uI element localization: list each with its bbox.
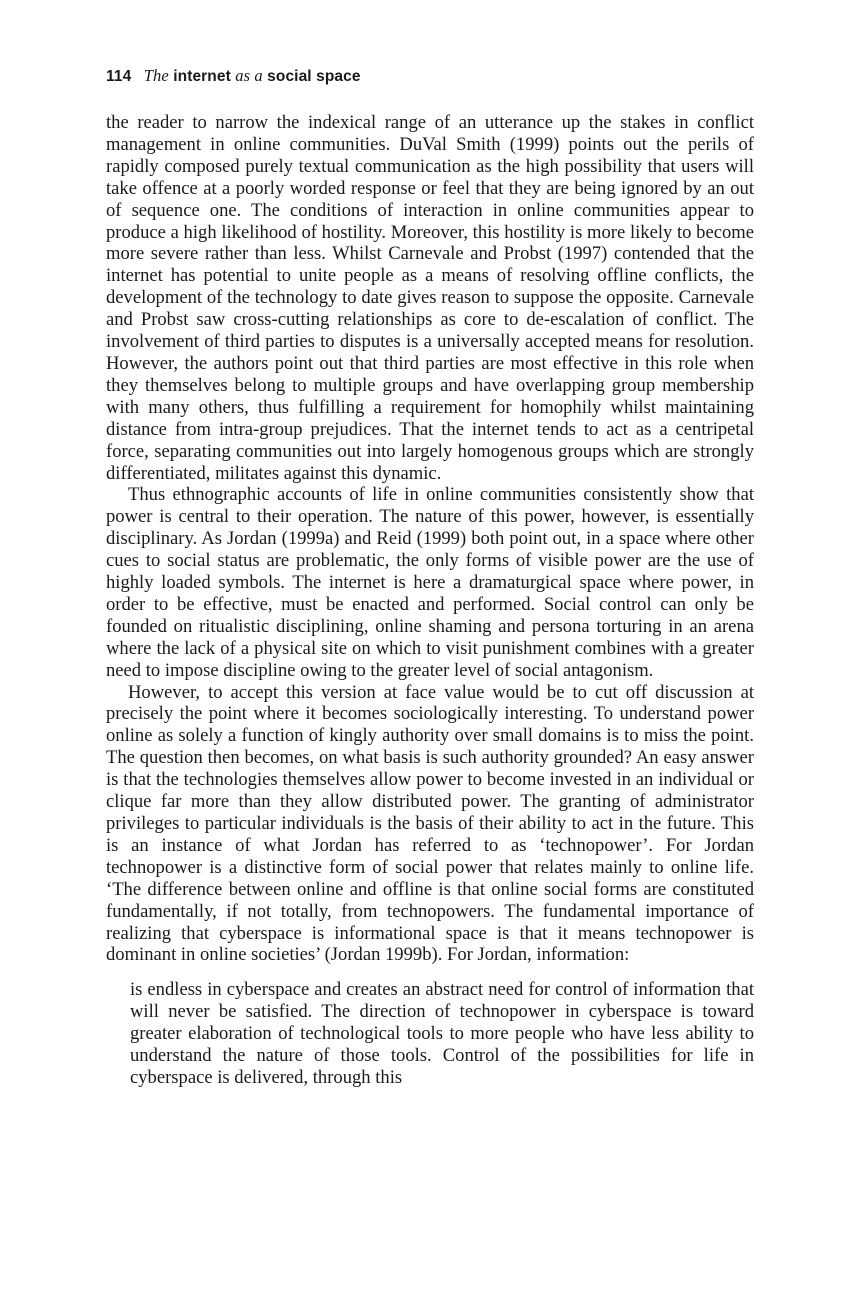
running-head-title-italic-2: as a xyxy=(235,66,263,85)
paragraph: However, to accept this version at face value would be to cut off discussion at precisely the point where it becomes sociologically interesting. To understand power online as solely a function of kingly authority over small domains is to miss the point. The question then becomes, on what basis is such authority grounded? An easy answer is that the technologies themselves allow power to become invested in an individual or clique far more than they allow distributed power. The granting of administrator privileges to particular individuals is the basis of their ability to act in the future. This is an instance of what Jordan has referred to as ‘technopower’. For Jordan technopower is a distinctive form of social power that relates mainly to online life. ‘The difference between online and offline is that online social forms are constituted fundamentally, if not totally, from technopowers. The fundamental importance of realizing that cyberspace is informational space is that it means technopower is dominant in online societies’ (Jordan 1999b). For Jordan, information: xyxy=(106,681,754,966)
running-head xyxy=(106,66,754,86)
book-page xyxy=(106,66,754,1089)
running-head-title-bold-2: social space xyxy=(267,68,361,85)
page-number: 114 xyxy=(106,68,132,85)
paragraph-continued: the reader to narrow the indexical range of an utterance up the stakes in conflict management in online communities. DuVal Smith (1999) points out the perils of rapidly composed purely textual communication as the high possibility that users will take offence at a poorly worded response or feel that they are being ignored by an out of sequence one. The conditions of interaction in online communities appear to produce a high likelihood of hostility. Moreover, this hostility is more likely to become more severe rather than less. Whilst Carnevale and Probst (1997) contended that the internet has potential to unite people as a means of resolving offline conflicts, the development of the technology to date gives reason to suppose the opposite. Carnevale and Probst saw cross-cutting relationships as core to de-escalation of conflict. The involvement of third parties to disputes is a universally accepted means for resolution. However, the authors point out that third parties are most effective in this role when they themselves belong to multiple groups and have overlapping group membership with many others, thus fulfilling a requirement for homophily whilst maintaining distance from intra-group prejudices. That the internet tends to act as a centripetal force, separating communities out into largely homogenous groups which are strongly differentiated, militates against this dynamic. xyxy=(106,112,754,484)
block-quote: is endless in cyberspace and creates an abstract need for control of information that will never be satisfied. The direction of technopower in cyberspace is toward greater elaboration of technological tools to more people who have less ability to understand the nature of those tools. Control of the possibilities for life in cyberspace is delivered, through this xyxy=(130,979,754,1088)
running-head-title-italic-1: The xyxy=(143,66,169,85)
paragraph: Thus ethnographic accounts of life in online communities consistently show that power is central to their operation. The nature of this power, however, is essentially disciplinary. As Jordan (1999a) and Reid (1999) both point out, in a space where other cues to social status are problematic, the only forms of visible power are the use of highly loaded symbols. The internet is here a dramaturgical space where power, in order to be effective, must be enacted and performed. Social control can only be founded on ritualistic disciplining, online shaming and persona torturing in an arena where the lack of a physical site on which to visit punishment combines with a greater need to impose discipline owing to the greater level of social antagonism. xyxy=(106,484,754,681)
body-text xyxy=(106,112,754,966)
running-head-title-bold-1: internet xyxy=(173,68,231,85)
